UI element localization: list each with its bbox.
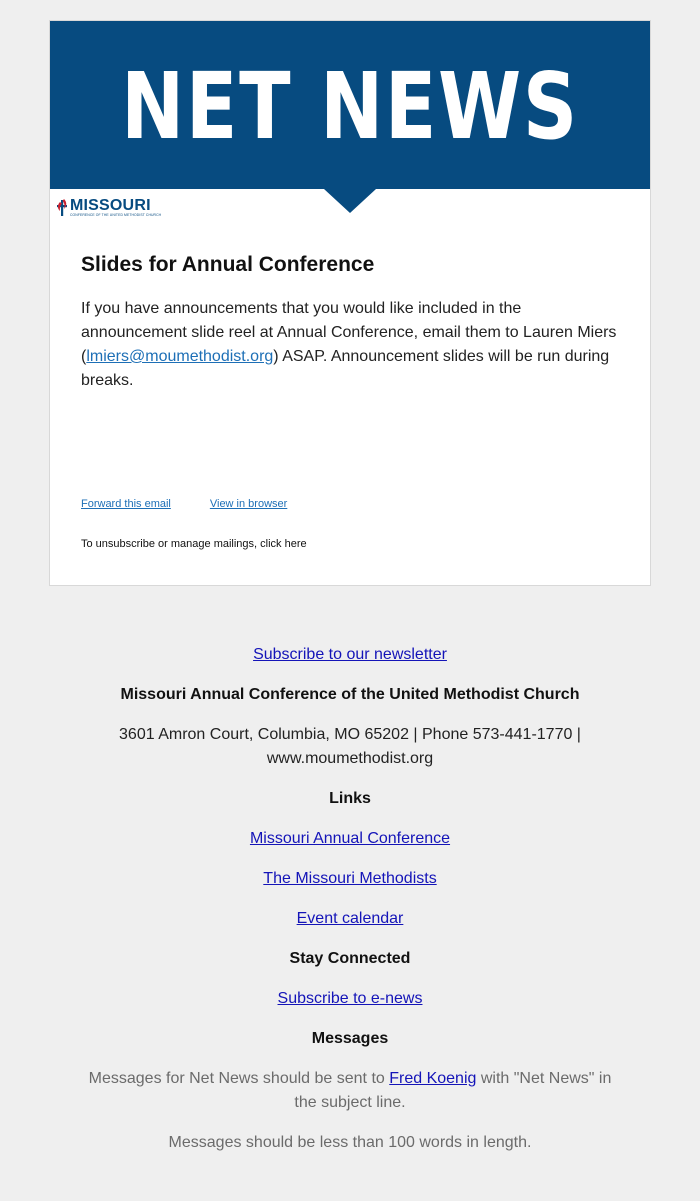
article-title: Slides for Annual Conference bbox=[81, 253, 375, 276]
missouri-methodists-link[interactable]: The Missouri Methodists bbox=[263, 870, 437, 887]
email-link[interactable]: lmiers@moumethodist.org bbox=[86, 348, 274, 365]
messages-heading: Messages bbox=[311, 1030, 389, 1047]
address-line-2: www.moumethodist.org bbox=[266, 750, 434, 767]
email-card bbox=[49, 20, 651, 586]
cross-and-flame-icon bbox=[56, 197, 68, 217]
missouri-annual-conference-link[interactable]: Missouri Annual Conference bbox=[249, 830, 451, 847]
logo-text bbox=[70, 198, 161, 217]
article-body bbox=[81, 297, 626, 393]
banner-notch bbox=[324, 189, 376, 213]
view-in-browser-link[interactable]: View in browser bbox=[209, 498, 288, 510]
forward-email-link[interactable]: Forward this email bbox=[81, 498, 171, 510]
org-name: Missouri Annual Conference of the United Methodist Church bbox=[120, 686, 580, 703]
article-text-end: ) ASAP. Announcement slides will be run during breaks. bbox=[81, 348, 610, 389]
messages-instructions bbox=[0, 1067, 700, 1115]
stay-connected-heading: Stay Connected bbox=[289, 950, 411, 967]
subscribe-newsletter-link[interactable]: Subscribe to our newsletter bbox=[253, 646, 447, 663]
messages-text-start: Messages for Net News should be sent to bbox=[88, 1070, 390, 1087]
subscribe-enews-link[interactable]: Subscribe to e-news bbox=[277, 990, 423, 1007]
footer bbox=[0, 643, 700, 1155]
missouri-logo bbox=[56, 197, 161, 217]
links-heading: Links bbox=[329, 790, 371, 807]
email-actions bbox=[81, 498, 287, 510]
unsubscribe-link[interactable]: To unsubscribe or manage mailings, click here bbox=[81, 538, 307, 550]
net-news-banner bbox=[50, 21, 650, 189]
address-line-1: 3601 Amron Court, Columbia, MO 65202 | Phone 573-441-1770 | bbox=[119, 726, 581, 743]
logo-subtitle: CONFERENCE OF THE UNITED METHODIST CHURCH bbox=[70, 212, 162, 217]
article-text-start: If you have announcements that you would like included in the announcement slide reel at Annual Conference, email them to Lauren Miers ( bbox=[81, 300, 617, 365]
logo-wordmark: MISSOURI bbox=[70, 196, 151, 214]
event-calendar-link[interactable]: Event calendar bbox=[296, 910, 404, 927]
messages-text-end: with "Net News" in the subject line. bbox=[294, 1070, 612, 1111]
messages-length-note: Messages should be less than 100 words in length. bbox=[168, 1134, 532, 1151]
fred-koenig-link[interactable]: Fred Koenig bbox=[389, 1070, 477, 1087]
banner-title: NET NEWS bbox=[121, 53, 579, 160]
